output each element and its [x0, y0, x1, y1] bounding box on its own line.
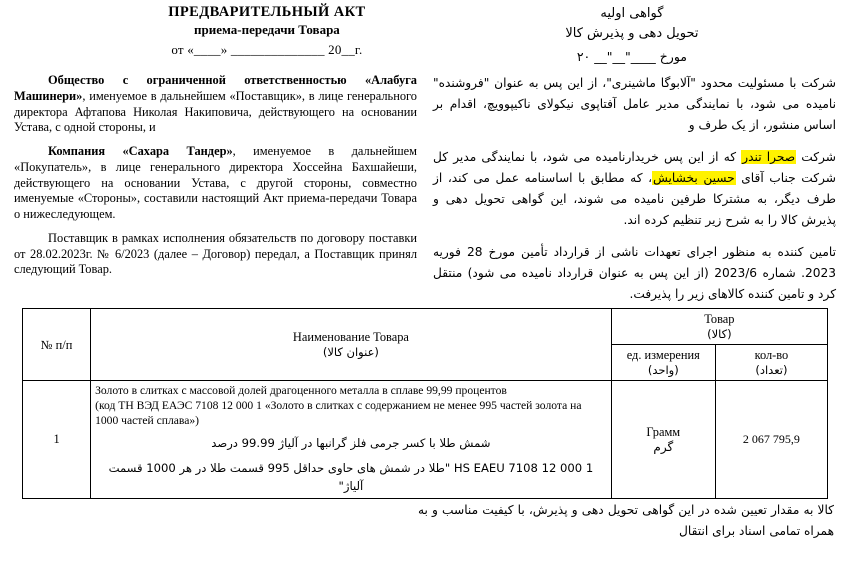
document-date-line-fa: مورخ ____"__"__ ۲۰	[576, 49, 687, 64]
header-name-ru: Наименование Товара	[292, 330, 409, 345]
footer-note-fa: کالا به مقدار تعیین شده در این گواهی تحویل دهی و پذیرش، با کیفیت مناسب و به همراه تمامی اسناد برای انتقال	[418, 503, 834, 538]
header-farsi	[428, 4, 836, 64]
row-desc-fa-line1: شمش طلا با کسر جرمی فلز گرانبها در آلیاژ 99.99 درصد	[211, 436, 491, 451]
ru-p1-text: , именуемое в дальнейшем «Поставщик», в лице генерального директора Афтапова Николая Накиповича, действующего на основании Устава, с одной стороны, и	[14, 88, 417, 135]
row-desc-ru-line1: Золото в слитках с массовой долей драгоценного металла в сплаве 99,99 процентов	[95, 384, 507, 398]
header-unit-ru: ед. измерения	[626, 348, 700, 363]
ru-p2-text: , именуемое в дальнейшем «Покупатель», в лице генерального директора Хоссейна Бахшайеши, действующего на основании Устава, с другой стороны, совместно именуемые «Стороны», составили настоящий Акт приема-передачи Товара о нижеследующем.	[14, 144, 418, 221]
document-header	[14, 4, 836, 64]
document-date-line-ru: от «____» ______________ 20__г.	[171, 42, 363, 58]
fa-p2-mid: که از این پس خریدارنامیده می شود، با نمایندگی مدیر کل شرکت جناب آقای	[433, 149, 836, 185]
fa-paragraph-2	[433, 147, 836, 231]
row-number: 1	[23, 381, 91, 499]
fa-paragraph-3: تامین کننده به منظور اجرای تعهدات ناشی از قرارداد تأمین مورخ 28 فوریه 2023. شماره 2023/6 (از این پس به عنوان قرارداد نامیده می شود) منتقل کرد و تامین کننده کالاهای زیر را پذیرفت.	[433, 244, 836, 301]
row-unit-fa: گرم	[653, 440, 674, 455]
table-header-row-1	[23, 309, 828, 345]
header-cell-qty	[715, 345, 827, 381]
ru-paragraph-2	[14, 144, 417, 223]
table-row	[23, 381, 828, 499]
body-farsi-column	[427, 73, 836, 316]
header-goods-ru: Товар	[704, 312, 735, 326]
ru-paragraph-1	[14, 73, 417, 136]
goods-table	[22, 308, 828, 499]
fa-p2-highlight-director: حسین بخشایش	[653, 170, 735, 185]
row-desc-ru-line2: (код ТН ВЭД ЕАЭС 7108 12 000 1 «Золото в слитках с содержанием не менее 995 частей золота на 1000 частей сплава»)	[95, 399, 582, 428]
header-cell-unit	[611, 345, 715, 381]
header-number-ru: № п/п	[40, 337, 73, 352]
row-quantity: 2 067 795,9	[715, 381, 827, 499]
header-qty-ru: кол-во	[754, 348, 789, 363]
header-goods-fa: (کالا)	[707, 327, 732, 342]
row-goods-description	[91, 381, 612, 499]
header-name-fa: (عنوان کالا)	[322, 345, 379, 360]
row-desc-fa-line2: HS EAEU 7108 12 000 1 "طلا در شمش های حاوی حداقل 995 قسمت طلا در هر 1000 قسمت آلیاژ"	[108, 461, 594, 494]
page-title-fa-line2: تحویل دهی و پذیرش کالا	[565, 25, 699, 41]
fa-p2-pre: شرکت	[796, 149, 836, 164]
ru-paragraph-3: Поставщик в рамках исполнения обязательств по договору поставки от 28.02.2023г. № 6/2023 (далее – Договор) передал, а Поставщик принял следующий Товар.	[14, 230, 417, 277]
page-title-fa-line1: گواهی اولیه	[600, 6, 664, 21]
header-russian	[14, 4, 428, 58]
document-body	[14, 73, 836, 316]
fa-p2-highlight-buyer: صحرا تندر	[742, 149, 796, 164]
row-unit-ru: Грамм	[646, 425, 681, 440]
ru-p2-buyer-name: Компания «Сахара Тандер»	[48, 144, 233, 158]
page-subtitle: приема-передачи Товара	[194, 21, 340, 37]
goods-table-wrapper	[22, 308, 828, 499]
ru-p1-supplier-name: Общество с ограниченной ответственностью «Алабуга Машинери»	[14, 73, 417, 103]
fa-p2-post: ، که مطابق با اساسنامه عمل می کند، از طرف دیگر، به مشترکا طرفین نامیده می شوند، این گواهی تحویل دهی و پذیرش کالا را به شرح زیر تنظیم کرده اند.	[433, 170, 836, 227]
header-cell-name	[91, 309, 612, 381]
fa-paragraph-1: شرکت با مسئولیت محدود "آلابوگا ماشینری"، از این پس به عنوان "فروشنده" نامیده می شود، با نمایندگی مدیر عامل آفتاپوی نیکولای ناکیپوویچ، اقدام بر اساس منشور، از یک طرف و	[433, 76, 836, 132]
row-unit	[611, 381, 715, 499]
body-russian-column	[14, 73, 427, 316]
header-cell-goods	[611, 309, 827, 345]
header-cell-number	[23, 309, 91, 381]
header-qty-fa: (تعداد)	[755, 363, 788, 378]
header-unit-fa: (واحد)	[647, 363, 679, 378]
page-title: ПРЕДВАРИТЕЛЬНЫЙ АКТ	[168, 4, 366, 20]
